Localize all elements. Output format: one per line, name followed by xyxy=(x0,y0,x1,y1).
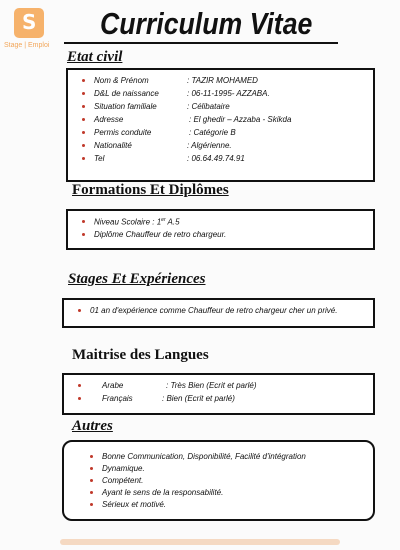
list-item xyxy=(102,500,306,512)
field-label: Adresse xyxy=(94,115,124,124)
bullet-icon xyxy=(82,131,85,134)
field-value: : 06.64.49.74.91 xyxy=(187,154,245,163)
footer-bar xyxy=(60,539,340,545)
language-level: : Bien (Ecrit et parlé) xyxy=(162,394,235,403)
field-value: : TAZIR MOHAMED xyxy=(187,76,258,85)
list-item xyxy=(102,488,306,500)
langues-heading: Maitrise des Langues xyxy=(72,347,209,363)
bullet-icon xyxy=(90,503,93,506)
bullet-icon xyxy=(82,157,85,160)
list-item xyxy=(102,476,306,488)
field-label: Tel xyxy=(94,154,105,163)
list-item xyxy=(90,306,337,315)
list-item xyxy=(102,452,306,464)
stages-heading: Stages Et Expériences xyxy=(68,271,206,287)
etat-civil-box xyxy=(66,68,375,182)
bullet-icon xyxy=(90,491,93,494)
stages-list xyxy=(90,306,337,315)
level-suffix: A.5 xyxy=(165,217,180,227)
formations-heading: Formations Et Diplômes xyxy=(72,182,229,198)
bullet-icon xyxy=(82,118,85,121)
bullet-icon xyxy=(90,467,93,470)
bullet-icon xyxy=(82,105,85,108)
level-sup: er xyxy=(161,217,166,223)
autres-heading: Autres xyxy=(72,418,113,434)
other-item: Bonne Communication, Disponibilité, Facilité d'intégration xyxy=(102,452,306,461)
field-label: Situation familiale xyxy=(94,102,157,111)
bullet-icon xyxy=(90,455,93,458)
diploma-text: Diplôme Chauffeur de retro chargeur. xyxy=(94,230,227,239)
logo-text: Stage | Emploi xyxy=(4,42,50,49)
list-item xyxy=(94,217,226,230)
language-level: : Très Bien (Ecrit et parlé) xyxy=(166,381,257,390)
field-value: : Catégorie B xyxy=(189,128,236,137)
bullet-icon xyxy=(82,233,85,236)
field-value: : Algérienne. xyxy=(187,141,232,150)
logo-s-icon: S xyxy=(22,10,37,34)
langues-box xyxy=(62,373,375,415)
bullet-icon xyxy=(82,92,85,95)
other-item: Ayant le sens de la responsabilité. xyxy=(102,488,224,497)
autres-list xyxy=(102,452,306,512)
formations-list xyxy=(94,217,226,243)
field-label: Nom & Prénom xyxy=(94,76,149,85)
autres-box xyxy=(62,440,375,521)
field-label: D&L de naissance xyxy=(94,89,159,98)
level-value: 1 xyxy=(156,217,162,227)
field-label: Permis conduite xyxy=(94,128,152,137)
stages-box xyxy=(62,298,375,328)
bullet-icon xyxy=(78,384,81,387)
field-value: : 06-11-1995- AZZABA. xyxy=(187,89,270,98)
field-label: Niveau Scolaire : xyxy=(94,217,155,227)
formations-box xyxy=(66,209,375,250)
list-item xyxy=(102,464,306,476)
page-title: Curriculum Vitae xyxy=(100,6,313,41)
other-item: Compétent. xyxy=(102,476,144,485)
field-value: : El ghedir – Azzaba - Skikda xyxy=(189,115,292,124)
etat-civil-heading: Etat civil xyxy=(67,49,123,65)
bullet-icon xyxy=(82,79,85,82)
logo xyxy=(4,8,64,58)
language-name: Français xyxy=(102,394,133,403)
bullet-icon xyxy=(82,220,85,223)
bullet-icon xyxy=(78,397,81,400)
field-label: Nationalité xyxy=(94,141,132,150)
other-item: Dynamique. xyxy=(102,464,145,473)
experience-text: 01 an d'expérience comme Chauffeur de retro chargeur cher un privé. xyxy=(90,306,338,315)
bullet-icon xyxy=(78,309,81,312)
list-item xyxy=(94,230,226,243)
title-underline xyxy=(64,42,338,44)
language-name: Arabe xyxy=(102,381,124,390)
bullet-icon xyxy=(90,479,93,482)
bullet-icon xyxy=(82,144,85,147)
other-item: Sérieux et motivé. xyxy=(102,500,167,509)
field-value: : Célibataire xyxy=(187,102,230,111)
